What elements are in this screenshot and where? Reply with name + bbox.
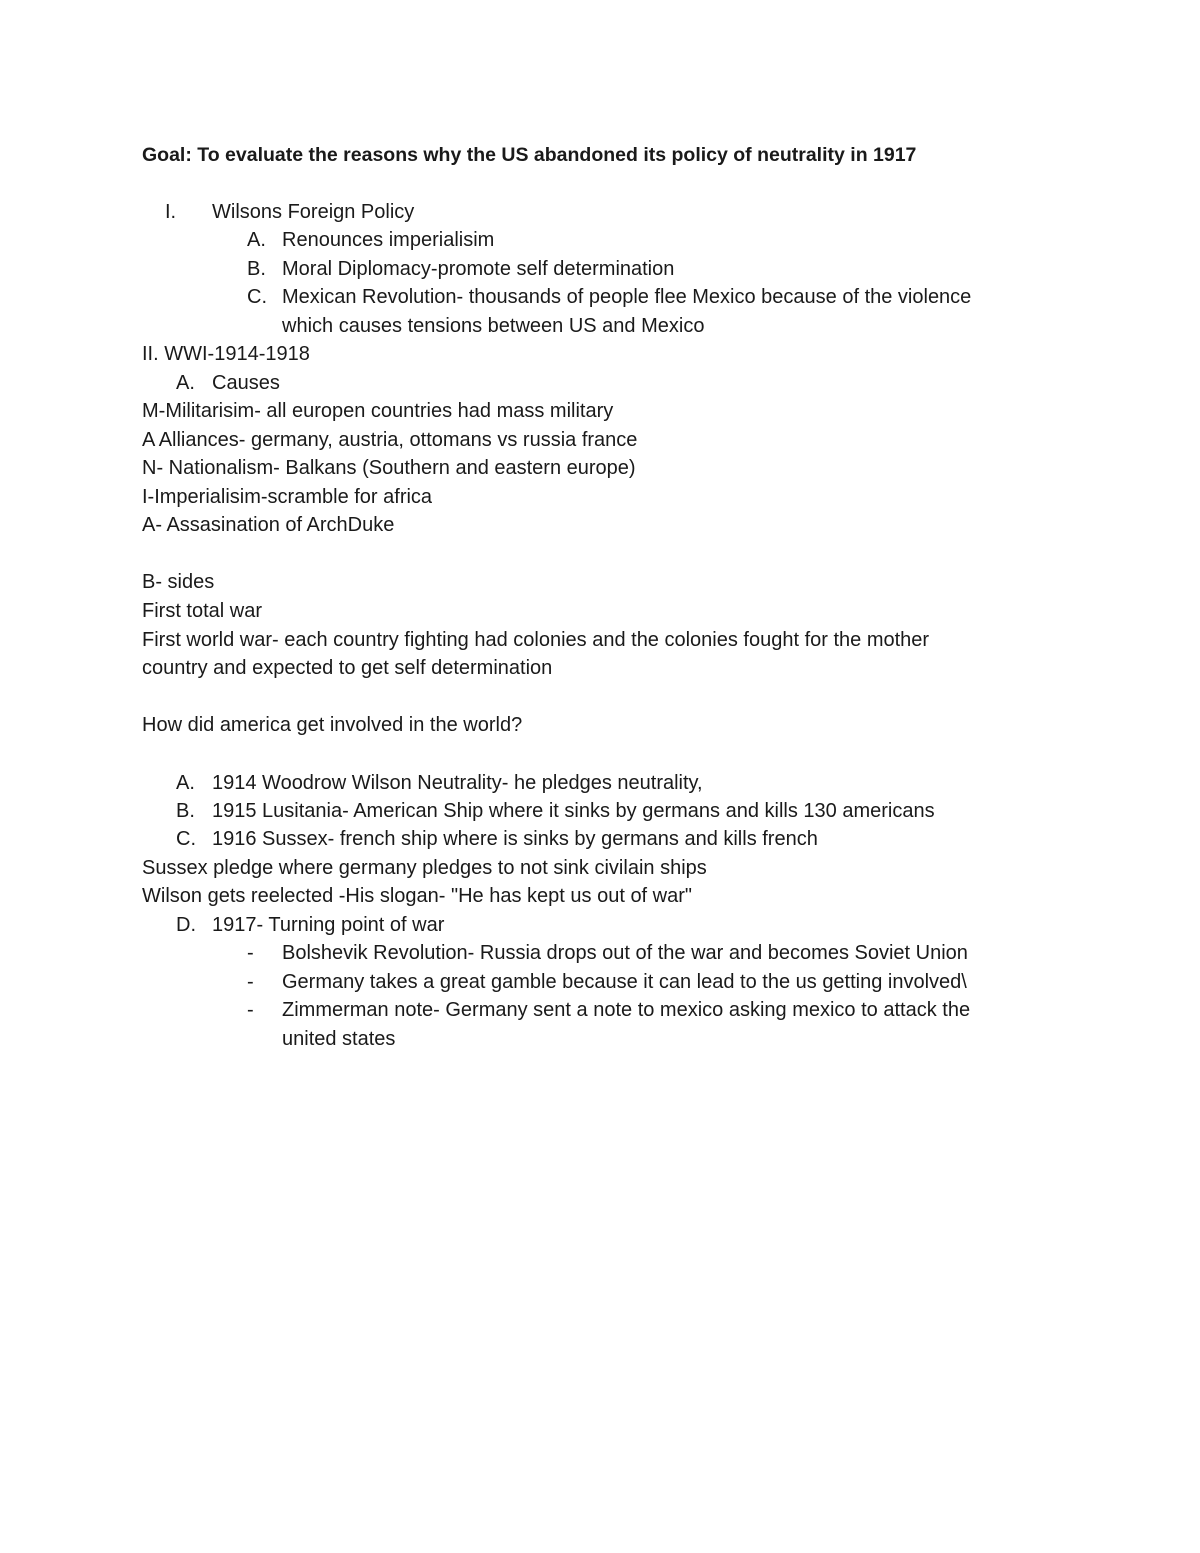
list-item: Renounces imperialisim <box>282 229 495 251</box>
list-marker: C. <box>247 286 267 308</box>
cause-line: I-Imperialisim-scramble for africa <box>142 486 433 508</box>
list-item-continuation: which causes tensions between US and Mexico <box>282 315 705 337</box>
list-item: 1915 Lusitania- American Ship where it sinks by germans and kills 130 americans <box>212 800 935 822</box>
bullet-item: Bolshevik Revolution- Russia drops out of the war and becomes Soviet Union <box>282 942 968 964</box>
bullet-marker: - <box>247 999 254 1021</box>
section1-marker: I. <box>165 201 177 223</box>
list-item: Causes <box>212 372 280 394</box>
list-marker: C. <box>176 828 196 850</box>
world-war-line-continuation: country and expected to get self determination <box>142 657 553 679</box>
bullet-item: Zimmerman note- Germany sent a note to mexico asking mexico to attack the <box>282 999 971 1021</box>
sussex-pledge-line: Sussex pledge where germany pledges to not sink civilain ships <box>142 857 707 879</box>
list-marker: B. <box>176 800 195 822</box>
list-item: 1914 Woodrow Wilson Neutrality- he pledges neutrality, <box>212 772 703 794</box>
bullet-item-continuation: united states <box>282 1028 396 1050</box>
list-item: Moral Diplomacy-promote self determination <box>282 258 675 280</box>
cause-line: M-Militarisim- all europen countries had mass military <box>142 400 614 422</box>
goal-heading: Goal: To evaluate the reasons why the US abandoned its policy of neutrality in 1917 <box>142 144 917 166</box>
section1-heading: Wilsons Foreign Policy <box>212 201 415 223</box>
total-war-line: First total war <box>142 600 263 622</box>
list-marker: A. <box>176 372 195 394</box>
list-item: Mexican Revolution- thousands of people flee Mexico because of the violence <box>282 286 972 308</box>
list-item: 1917- Turning point of war <box>212 914 445 936</box>
reelected-line: Wilson gets reelected -His slogan- "He has kept us out of war" <box>142 885 692 907</box>
question-line: How did america get involved in the world? <box>142 714 523 736</box>
cause-line: N- Nationalism- Balkans (Southern and eastern europe) <box>142 457 636 479</box>
list-marker: D. <box>176 914 196 936</box>
sides-line: B- sides <box>142 571 215 593</box>
list-marker: A. <box>247 229 266 251</box>
bullet-marker: - <box>247 971 254 993</box>
list-marker: B. <box>247 258 266 280</box>
list-marker: A. <box>176 772 195 794</box>
bullet-marker: - <box>247 942 254 964</box>
cause-line: A Alliances- germany, austria, ottomans vs russia france <box>142 429 638 451</box>
bullet-item: Germany takes a great gamble because it can lead to the us getting involved\ <box>282 971 967 993</box>
world-war-line: First world war- each country fighting had colonies and the colonies fought for the mother <box>142 629 930 651</box>
cause-line: A- Assasination of ArchDuke <box>142 514 395 536</box>
section2-heading: II. WWI-1914-1918 <box>142 343 310 365</box>
list-item: 1916 Sussex- french ship where is sinks by germans and kills french <box>212 828 818 850</box>
